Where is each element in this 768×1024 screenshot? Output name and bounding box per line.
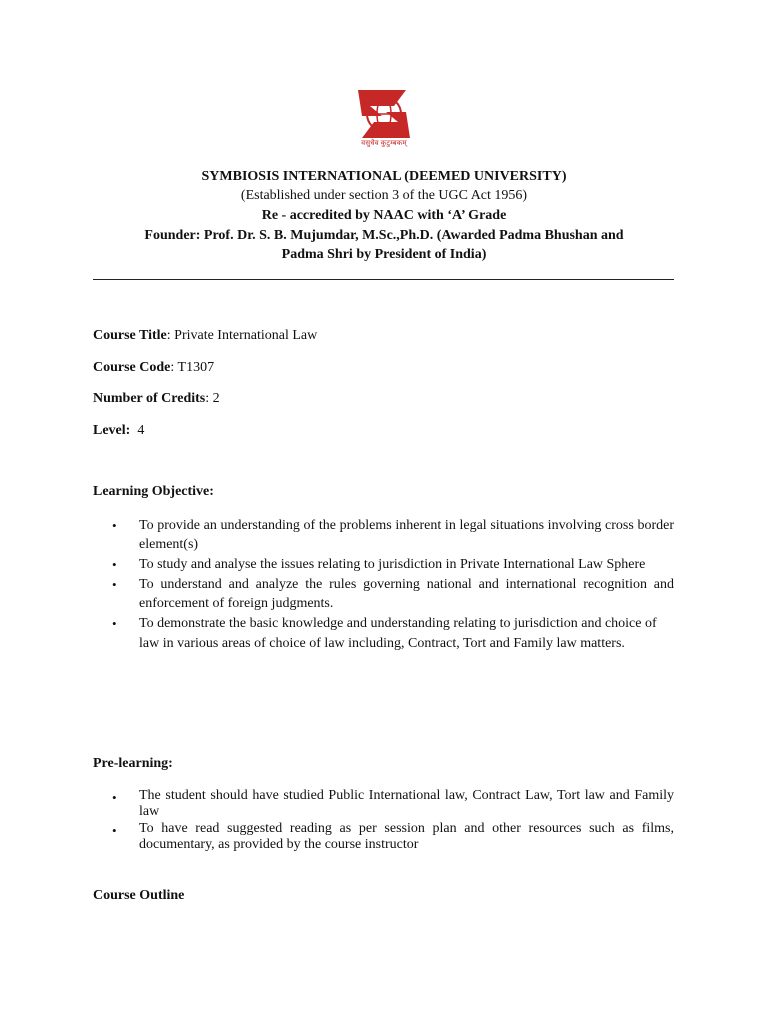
- list-item: • The student should have studied Public International law, Contract Law, Tort law and Family law: [112, 788, 674, 819]
- founder-line-2: Padma Shri by President of India): [281, 247, 487, 262]
- list-item: • To provide an understanding of the problems inherent in legal situations involving cross border element(s): [112, 518, 674, 552]
- bullet-icon: •: [112, 577, 117, 592]
- course-title-value: : Private International Law: [166, 328, 318, 343]
- credits-value: : 2: [205, 391, 220, 406]
- learning-objective-list: [112, 516, 674, 655]
- bullet-icon: •: [112, 616, 117, 631]
- bullet-icon: •: [112, 518, 117, 533]
- level-value: 4: [130, 423, 145, 438]
- pre-learning-heading: Pre-learning:: [93, 756, 173, 771]
- list-item: • To study and analyse the issues relating to jurisdiction in Private International Law Sphere: [112, 557, 646, 572]
- list-item: • To demonstrate the basic knowledge and understanding relating to jurisdiction and choice of law in various areas of choice of law including, Contract, Tort and Family law matters.: [112, 616, 657, 651]
- learning-objective-heading: Learning Objective:: [93, 484, 214, 499]
- level-field: [93, 422, 144, 440]
- bullet-icon: •: [112, 823, 117, 838]
- bullet-icon: •: [112, 557, 117, 572]
- bullet-icon: •: [112, 790, 117, 805]
- level-label: Level:: [93, 423, 131, 438]
- logo-motto: वसुधैव कुटुम्बकम्: [361, 139, 407, 147]
- list-item: • To have read suggested reading as per session plan and other resources such as films, documentary, as provided by the course instructor: [112, 821, 674, 852]
- credits-field: [93, 390, 220, 408]
- founder-line-1: Founder: Prof. Dr. S. B. Mujumdar, M.Sc.,Ph.D. (Awarded Padma Bhushan and: [144, 228, 624, 243]
- course-outline-heading: Course Outline: [93, 888, 185, 903]
- course-title-label: Course Title: [93, 328, 167, 343]
- credits-label: Number of Credits: [93, 391, 206, 406]
- establishment-line: (Established under section 3 of the UGC Act 1956): [240, 188, 528, 203]
- pre-learning-list: [112, 788, 674, 854]
- course-code-value: : T1307: [170, 360, 215, 375]
- university-name: SYMBIOSIS INTERNATIONAL (DEEMED UNIVERSITY): [201, 169, 567, 184]
- course-title-field: [93, 327, 317, 345]
- header-divider: [93, 279, 674, 280]
- list-item: • To understand and analyze the rules governing national and international recognition and enforcement of foreign judgments.: [112, 577, 674, 611]
- course-code-label: Course Code: [93, 360, 171, 375]
- course-code-field: [93, 359, 214, 377]
- accreditation-line: Re - accredited by NAAC with ‘A’ Grade: [261, 208, 507, 223]
